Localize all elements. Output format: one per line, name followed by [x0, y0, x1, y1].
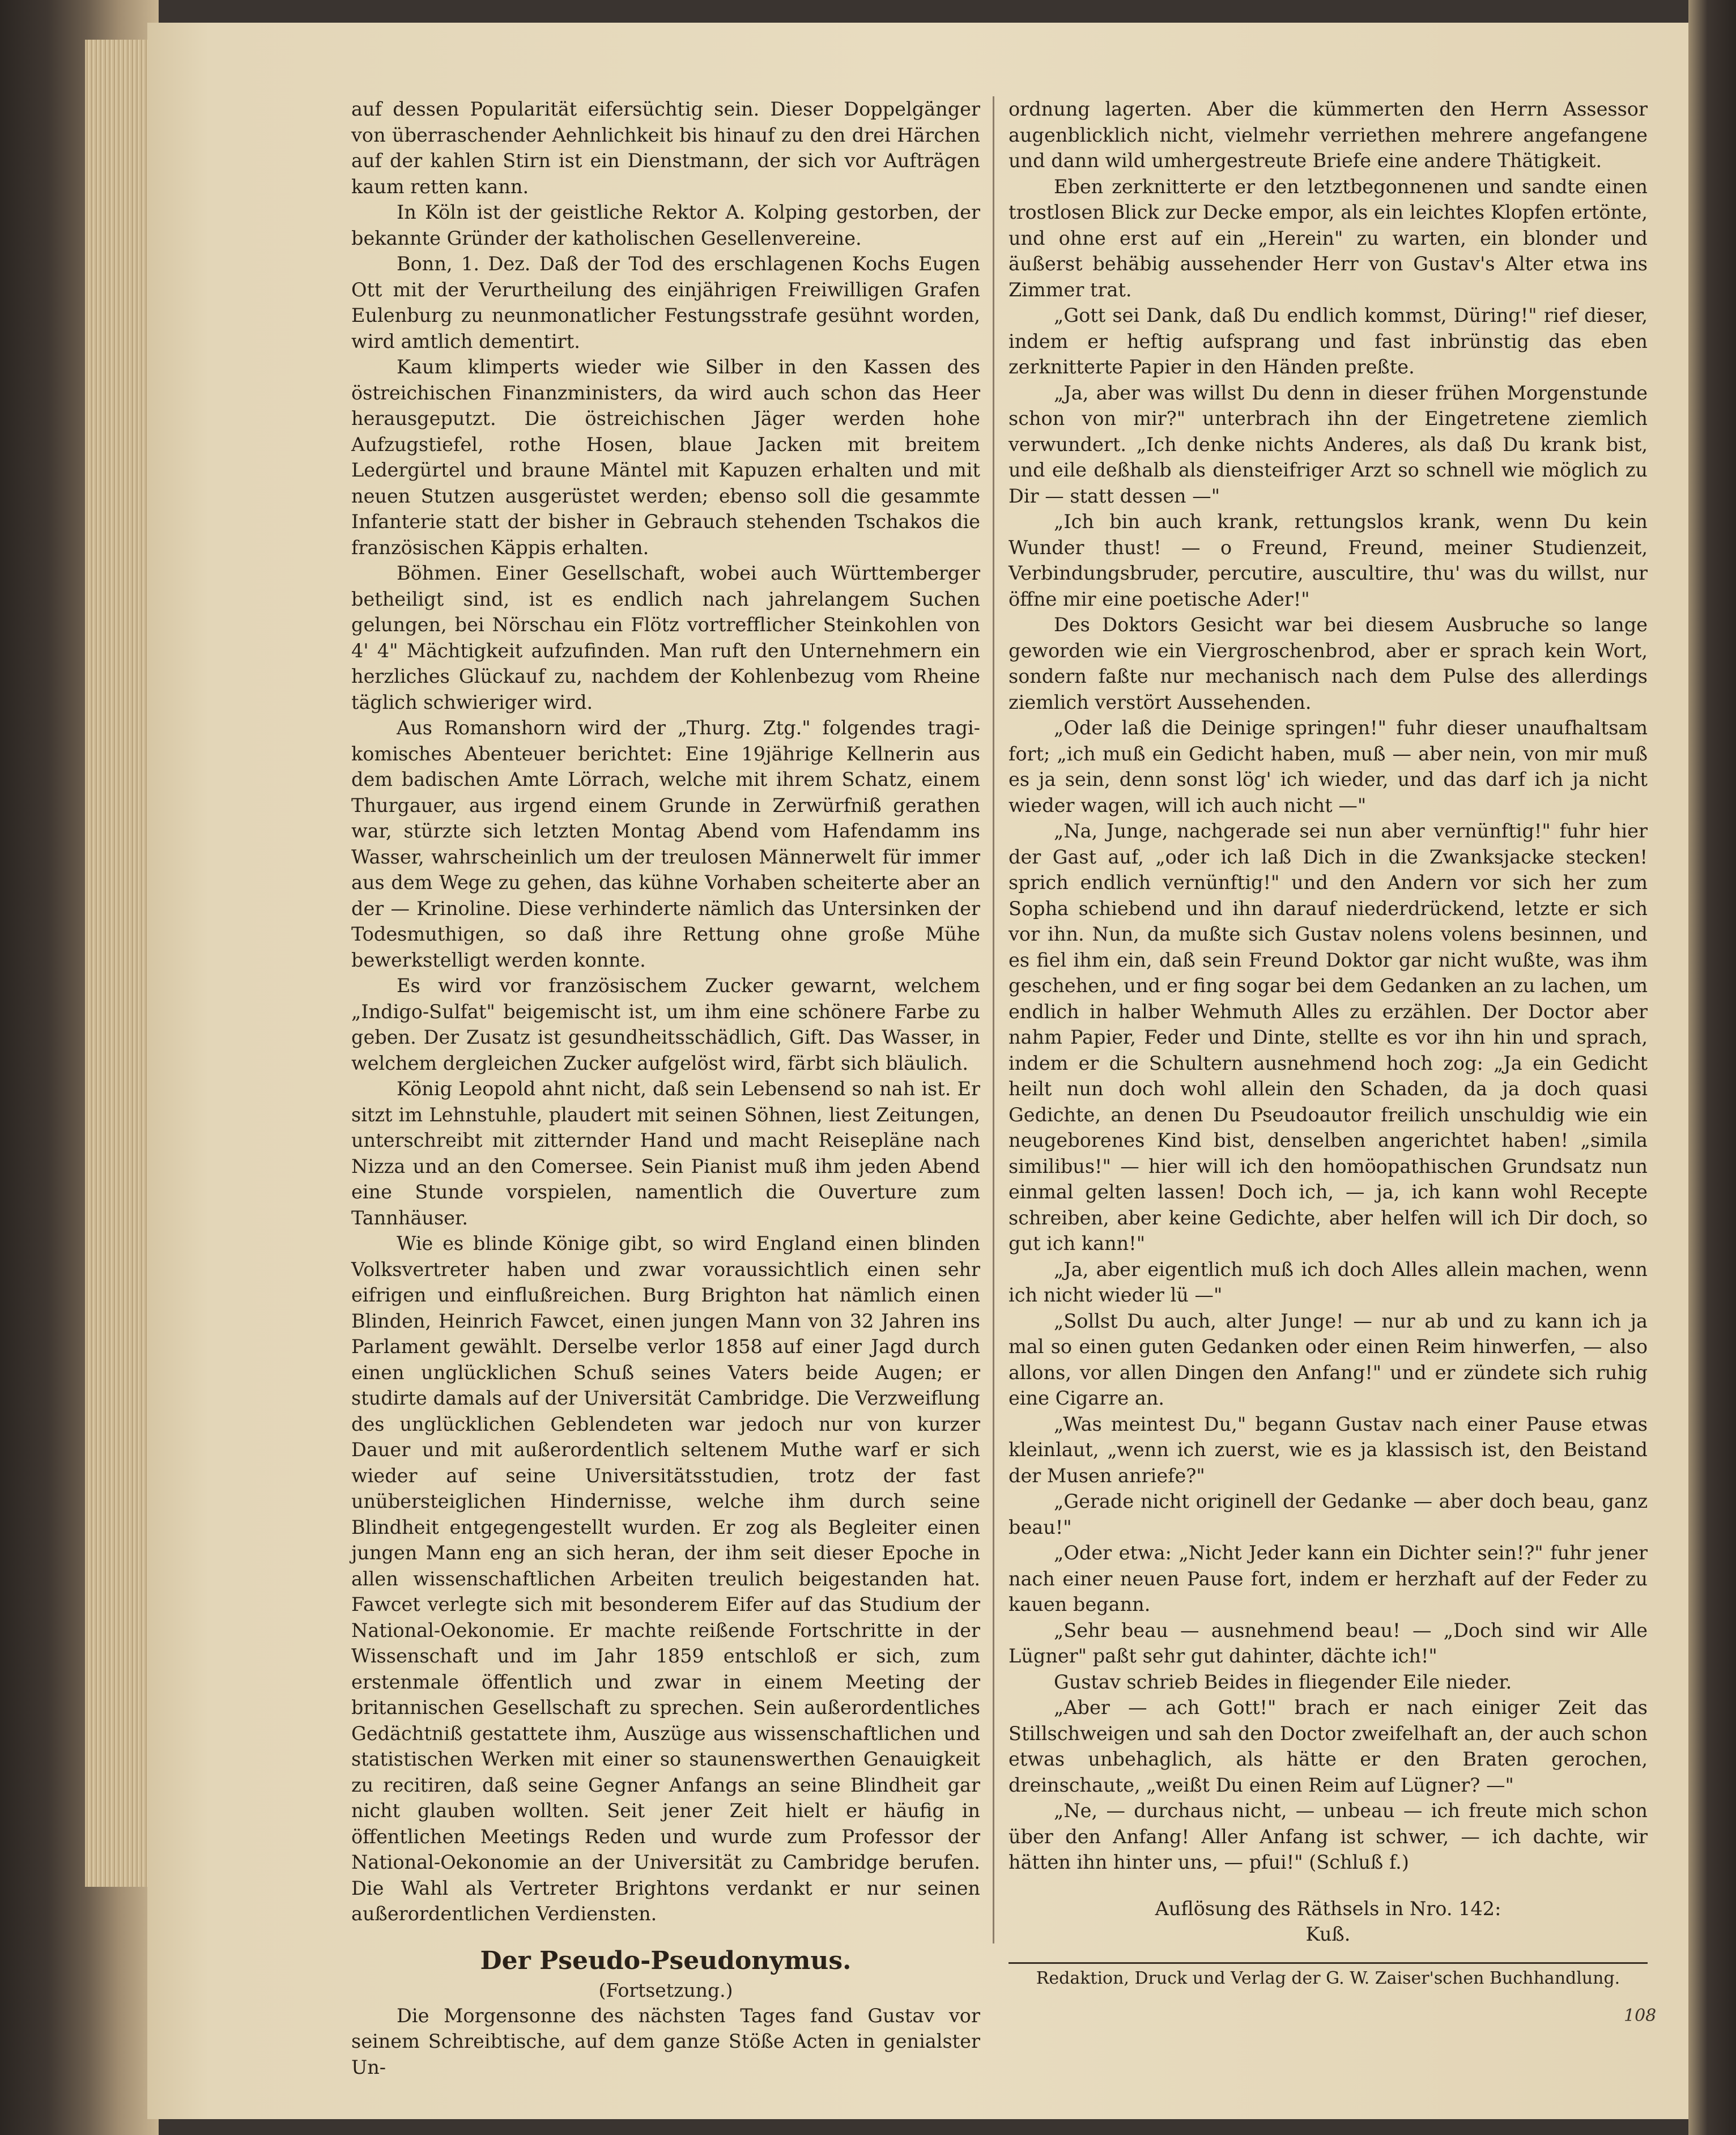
- story-paragraph: „Ja, aber was willst Du denn in dieser frühen Morgenstunde schon von mir?" unterbrach ihn der Eingetretene ziemlich verwundert. „Ich denke nichts Anderes, als daß Du krank bist, und eile deßhalb als diensteifriger Arzt so schnell wie möglich zu Dir — statt dessen —": [1009, 381, 1648, 507]
- news-paragraph: Bonn, 1. Dez. Daß der Tod des erschlagenen Kochs Eugen Ott mit der Verurtheilung des einjährigen Freiwilligen Grafen Eulenburg zu neunmonatlicher Festungsstrafe gesühnt worden, wird amtlich dementirt.: [351, 253, 980, 352]
- story-paragraph: ordnung lagerten. Aber die kümmerten den Herrn Assessor augenblicklich nicht, vielmehr verriethen mehrere angefangene und dann wild umhergestreute Briefe eine andere Thätigkeit.: [1009, 98, 1648, 172]
- story-paragraph: „Gott sei Dank, daß Du endlich kommst, Düring!" rief dieser, indem er heftig aufsprang und fast inbrünstig das eben zerknitterte Papier in den Händen preßte.: [1009, 304, 1648, 378]
- story-paragraph: „Ja, aber eigentlich muß ich doch Alles allein machen, wenn ich nicht wieder lü —": [1009, 1258, 1648, 1306]
- news-paragraph: König Leopold ahnt nicht, daß sein Lebensend so nah ist. Er sitzt im Lehnstuhle, plaudert mit seinen Söhnen, liest Zeitungen, unterschreibt mit zitternder Hand und macht Reisepläne nach Nizza und an den Comersee. Sein Pianist muß ihm jeden Abend eine Stunde vorspielen, namentlich die Ouverture zum Tannhäuser.: [351, 1078, 980, 1229]
- story-paragraph: Des Doktors Gesicht war bei diesem Ausbruche so lange geworden wie ein Viergroschenbrod, aber er sprach kein Wort, sondern faßte nur mechanisch nach dem Pulse des allerdings ziemlich verstört Aussehenden.: [1009, 614, 1648, 713]
- news-paragraph: Wie es blinde Könige gibt, so wird England einen blinden Volksvertreter haben und zwar voraussichtlich einen sehr eifrigen und einflußreichen. Burg Brighton hat nämlich einen Blinden, Heinrich Fawcet, einen jungen Mann von 32 Jahren ins Parlament gewählt. Derselbe verlor 1858 auf einer Jagd durch einen unglücklichen Schuß seines Vaters beide Augen; er studirte damals auf der Universität Cambridge. Die Verzweiflung des unglücklichen Geblendeten war jedoch nur von kurzer Dauer und mit außerordentlich seltenem Muthe warf er sich wieder auf seine Universitätsstudien, trotz der fast unübersteiglichen Hindernisse, welche ihm durch seine Blindheit entgegengestellt wurden. Er zog als Begleiter einen jungen Mann eng an sich heran, der ihm seit dieser Epoche in allen wissenschaftlichen Arbeiten treulich beigestanden hat. Fawcet verlegte sich mit besonderem Eifer auf das Studium der National-Oekonomie. Er machte reißende Fortschritte in der Wissenschaft und im Jahr 1859 entschloß er sich, zum erstenmale öffentlich und zwar in einem Meeting der britannischen Gesellschaft zu sprechen. Sein außerordentliches Gedächtniß gestattete ihm, Auszüge aus wissenschaftlichen und statistischen Werken mit einer so staunenswerthen Genauigkeit zu recitiren, daß seine Gegner Anfangs an seine Blindheit gar nicht glauben wollten. Seit jener Zeit hielt er häufig in öffentlichen Meetings Reden und wurde zum Professor der National-Oekonomie an der Universität zu Cambridge berufen. Die Wahl als Vertreter Brightons verdankt er nur seinen außerordentlichen Verdiensten.: [351, 1232, 980, 1925]
- story-paragraph: „Ich bin auch krank, rettungslos krank, wenn Du kein Wunder thust! — o Freund, Freund, meiner Studienzeit, Verbindungsbruder, percutire, auscultire, thu' was du willst, nur öffne mir eine poetische Ader!": [1009, 511, 1648, 610]
- news-paragraph: Kaum klimperts wieder wie Silber in den Kassen des östreichischen Finanzministers, da wird auch schon das Heer herausgeputzt. Die östreichischen Jäger werden hohe Aufzugstiefel, rothe Hosen, blaue Jacken mit breitem Ledergürtel und braune Mäntel mit Kapuzen erhalten und mit neuen Stutzen ausgerüstet werden; ebenso soll die gesammte Infanterie statt der bisher in Gebrauch stehenden Tschakos die französischen Käppis erhalten.: [351, 356, 980, 559]
- column-divider: [993, 96, 994, 1943]
- riddle-answer-title: Auflösung des Räthsels in Nro. 142:: [1155, 1897, 1501, 1920]
- story-paragraph: Die Morgensonne des nächsten Tages fand Gustav vor seinem Schreibtische, auf dem ganze Stöße Acten in genialster Un-: [351, 2004, 980, 2078]
- news-paragraph: In Köln ist der geistliche Rektor A. Kolping gestorben, der bekannte Gründer der katholischen Gesellenvereine.: [351, 201, 980, 249]
- imprint-footer: Redaktion, Druck und Verlag der G. W. Zaiser'schen Buchhandlung.: [1036, 1968, 1620, 1988]
- story-paragraph: „Ne, — durchaus nicht, — unbeau — ich freute mich schon über den Anfang! Aller Anfang ist schwer, — ich dachte, wir hätten ihn hinter uns, — pfui!" (Schluß f.): [1009, 1800, 1648, 1873]
- news-paragraph: Es wird vor französischem Zucker gewarnt, welchem „Indigo-Sulfat" beigemischt ist, um ihm eine schönere Farbe zu geben. Der Zusatz ist gesundheitsschädlich, Gift. Das Wasser, in welchem dergleichen Zucker aufgelöst wird, färbt sich bläulich.: [351, 975, 980, 1074]
- next-page-edge: [1688, 0, 1736, 2135]
- story-paragraph: „Aber — ach Gott!" brach er nach einiger Zeit das Stillschweigen und sah den Doctor zweifelhaft an, der auch schon etwas unbehaglich, als hätte er den Braten gerochen, dreinschaute, „weißt Du einen Reim auf Lügner? —": [1009, 1696, 1648, 1796]
- news-paragraph: auf dessen Popularität eifersüchtig sein. Dieser Doppelgänger von überraschender Aehnlichkeit bis hinauf zu den drei Härchen auf der kahlen Stirn ist ein Dienstmann, der sich vor Aufträgen kaum retten kann.: [351, 98, 980, 198]
- riddle-answer-word: Kuß.: [1305, 1923, 1351, 1945]
- left-column: [351, 96, 980, 2080]
- story-paragraph: „Na, Junge, nachgerade sei nun aber vernünftig!" fuhr hier der Gast auf, „oder ich laß Dich in die Zwanksjacke stecken! sprich endlich vernünftig!" und den Andern vor sich her zum Sopha schiebend und ihn darauf niederdrückend, letzte er sich vor ihn. Nun, da mußte sich Gustav nolens volens besinnen, und es fiel ihm ein, daß sein Freund Doktor gar nicht wußte, was ihm geschehen, und er fing sogar bei dem Gedanken an zu lachen, um endlich in halber Wehmuth Alles zu erzählen. Der Doctor aber nahm Papier, Feder und Dinte, stellte es vor ihn hin und sprach, indem er die Schultern ausnehmend hoch zog: „Ja ein Gedicht heilt nun doch wohl allein den Schaden, da ja doch quasi Gedichte, an denen Du Pseudoautor freilich unschuldig wie ein neugeborenes Kind bist, denselben angerichtet haben! „simila similibus!" — hier will ich den homöopathischen Grundsatz nun einmal gelten lassen! Doch ich, — ja, ich kann wohl Recepte schreiben, aber keine Gedichte, aber helfen will ich Dir doch, so gut ich kann!": [1009, 820, 1648, 1254]
- story-paragraph: „Oder etwa: „Nicht Jeder kann ein Dichter sein!?" fuhr jener nach einer neuen Pause fort, indem er herzhaft auf der Feder zu kauen begann.: [1009, 1542, 1648, 1615]
- news-paragraph: Böhmen. Einer Gesellschaft, wobei auch Württemberger betheiligt sind, ist es endlich nach jahrelangem Suchen gelungen, bei Nörschau ein Flötz vortrefflicher Steinkohlen von 4' 4" Mächtigkeit aufzufinden. Man ruft den Unternehmern ein herzliches Glückauf zu, nachdem der Kohlenbezug vom Rheine täglich schwieriger wird.: [351, 562, 980, 713]
- right-column: [1009, 96, 1648, 1990]
- story-paragraph: Gustav schrieb Beides in fliegender Eile nieder.: [1054, 1670, 1512, 1693]
- story-subheading: (Fortsetzung.): [598, 1979, 733, 2001]
- story-paragraph: „Gerade nicht originell der Gedanke — aber doch beau, ganz beau!": [1009, 1490, 1648, 1538]
- story-paragraph: „Sollst Du auch, alter Junge! — nur ab und zu kann ich ja mal so einen guten Gedanken oder einen Reim hinwerfen, — also allons, vor allen Dingen den Anfang!" und er zündete sich ruhig eine Cigarre an.: [1009, 1309, 1648, 1409]
- riddle-answer: [1009, 1896, 1648, 1947]
- story-paragraph: „Was meintest Du," begann Gustav nach einer Pause etwas kleinlaut, „wenn ich zuerst, wie es ja klassisch ist, den Beistand der Musen anriefe?": [1009, 1413, 1648, 1487]
- story-paragraph: „Sehr beau — ausnehmend beau! — „Doch sind wir Alle Lügner" paßt sehr gut dahinter, dächte ich!": [1009, 1619, 1648, 1667]
- page-number: 108: [1624, 2006, 1657, 2026]
- story-paragraph: „Oder laß die Deinige springen!" fuhr dieser unaufhaltsam fort; „ich muß ein Gedicht haben, muß — aber nein, von mir muß es ja sein, denn sonst lög' ich wieder, und das darf ich ja nicht wieder wagen, will ich auch nicht —": [1009, 717, 1648, 816]
- story-heading: Der Pseudo-Pseudonymus.: [480, 1946, 852, 1975]
- story-paragraph: Eben zerknitterte er den letztbegonnenen und sandte einen trostlosen Blick zur Decke empor, als ein leichtes Klopfen ertönte, und ohne erst auf ein „Herein" zu warten, ein blonder und äußerst behäbig aussehender Herr von Gustav's Alter etwa ins Zimmer trat.: [1009, 175, 1648, 301]
- footer-rule: [1009, 1962, 1648, 1964]
- news-paragraph: Aus Romanshorn wird der „Thurg. Ztg." folgendes tragi-komisches Abenteuer berichtet: Eine 19jährige Kellnerin aus dem badischen Amte Lörrach, welche mit ihrem Schatz, einem Thurgauer, aus irgend einem Grunde in Zerwürfniß gerathen war, stürzte sich letzten Montag Abend vom Hafendamm ins Wasser, wahrscheinlich um der treulosen Männerwelt für immer aus dem Wege zu gehen, das kühne Vorhaben scheiterte aber an der — Krinoline. Diese verhinderte nämlich das Untersinken der Todesmuthigen, so daß ihre Rettung ohne große Mühe bewerkstelligt werden konnte.: [351, 717, 980, 971]
